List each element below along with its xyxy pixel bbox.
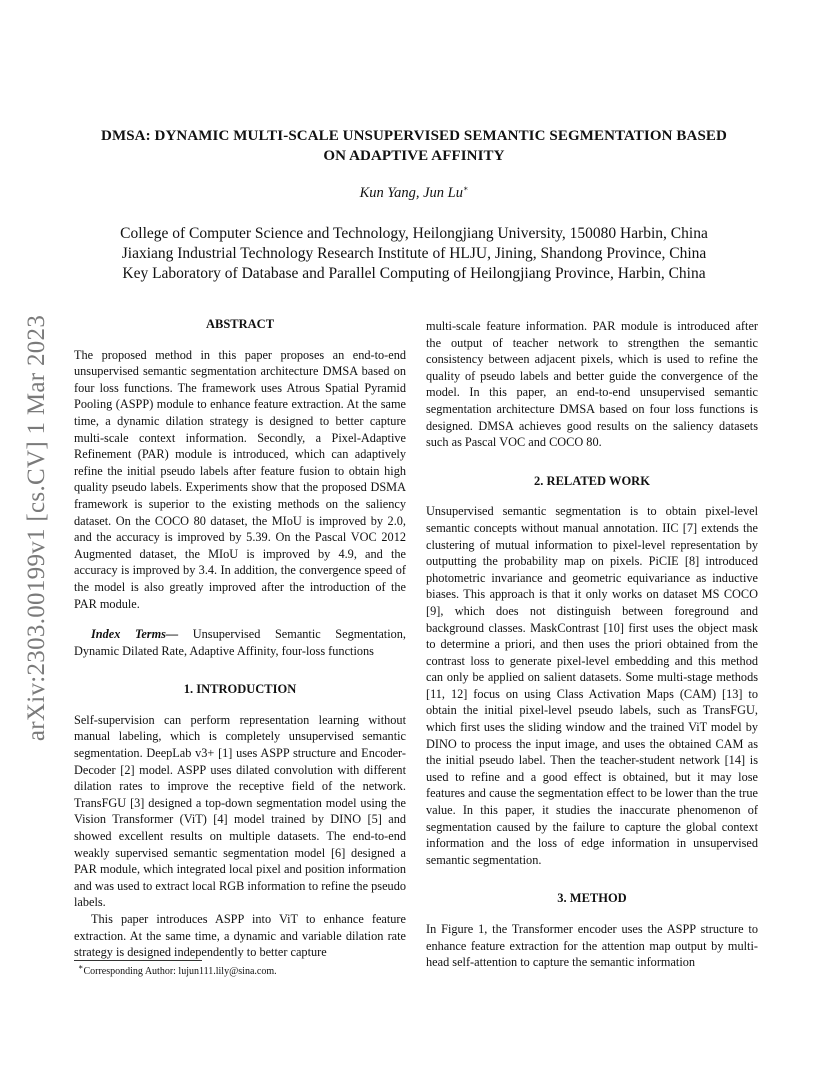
- footnote-mark: ∗: [78, 962, 84, 972]
- method-text: In Figure 1, the Transformer encoder uses the ASPP structure to enhance feature extraction for the attention map output by multi-head self-attention to capture the semantic information: [426, 922, 758, 970]
- authors: [70, 185, 758, 202]
- arxiv-sidebar-stamp: [22, 292, 52, 764]
- footnote-rule: [74, 960, 202, 961]
- author-footnote-mark: ∗: [462, 184, 469, 194]
- author-names: Kun Yang, Jun Lu: [359, 185, 463, 201]
- index-terms-text: Unsupervised Semantic Segmentation, Dynamic Dilated Rate, Adaptive Affinity, four-loss functions: [74, 627, 406, 658]
- paper-title: [70, 126, 758, 166]
- index-terms: [74, 626, 406, 659]
- footnote: [78, 962, 277, 977]
- footnote-text: Corresponding Author: lujun111.lily@sina.com.: [83, 966, 277, 977]
- title-line-1: DMSA: DYNAMIC MULTI-SCALE UNSUPERVISED SEMANTIC SEGMENTATION BASED: [101, 128, 727, 144]
- affiliation-2: Jiaxiang Industrial Technology Research Institute of HLJU, Jining, Shandong Province, China: [121, 245, 707, 262]
- affiliation-3: Key Laboratory of Database and Parallel Computing of Heilongjiang Province, Harbin, China: [122, 265, 706, 282]
- method-heading: 3. METHOD: [557, 891, 627, 906]
- arxiv-id: arXiv:2303.00199v1 [cs.CV] 1 Mar 2023: [23, 314, 50, 742]
- right-column: [426, 318, 758, 971]
- left-column: [74, 316, 406, 961]
- intro-paragraph-1: Self-supervision can perform representation learning without manual labeling, which is completely unsupervised semantic segmentation. DeepLab v3+ [1] uses ASPP structure and Encoder-Decoder [2] model. ASPP uses dilated convolution with different dilation rates to improve the receptive field of the network. TransFGU [3] designed a top-down segmentation model using the Vision Transformer (ViT) [4] model trained by DINO [5] and showed excellent results on multiple datasets. The end-to-end weakly supervised semantic segmentation model [6] designed a PAR module, which integrated local pixel and position information and was used to extract local RGB information to refine the pseudo labels.: [74, 712, 406, 910]
- title-line-2: ON ADAPTIVE AFFINITY: [323, 148, 505, 164]
- intro-paragraph-2-continued: multi-scale feature information. PAR module is introduced after the output of teacher network to strengthen the semantic consistency between adjacent pixels, which is used to refine the quality of pseudo labels and better guide the convergence of the model. In this paper, an end-to-end unsupervised semantic segmentation architecture DMSA based on four loss functions is designed. DMSA achieves good results on the saliency datasets such as Pascal VOC and COCO 80.: [426, 319, 758, 450]
- index-terms-label: Index Terms—: [91, 627, 179, 642]
- abstract-heading: ABSTRACT: [205, 317, 275, 331]
- affiliations: [70, 224, 758, 284]
- affiliation-1: College of Computer Science and Technology, Heilongjiang University, 150080 Harbin, China: [120, 225, 708, 242]
- intro-paragraph-2: This paper introduces ASPP into ViT to enhance feature extraction. At the same time, a dynamic and variable dilation rate strategy is designed independently to better capture: [74, 912, 406, 960]
- related-work-heading: 2. RELATED WORK: [534, 473, 650, 488]
- intro-heading: 1. INTRODUCTION: [183, 682, 297, 697]
- related-work-text: Unsupervised semantic segmentation is to obtain pixel-level semantic concepts without manual annotation. IIC [7] extends the clustering of mutual information to pixel-level representation by outputting the probability map on pixels. PiCIE [8] introduced photometric invariance and geometric equivariance as inductive biases. This approach is that it only works on dataset MS COCO [9], which does not distinguish between foreground and background classes. MaskContrast [10] first uses the object mask to determine a priori, and then uses the priori obtained from the contrast loss to generate pixel-level embedding and this method can only be applied on salient datasets. Some multi-stage methods [11, 12] focus on using Class Activation Maps (CAM) [13] to obtain the initial pixel-level pseudo labels, such as TransFGU, which first uses the sliding window and the trained ViT model by DINO to process the input image, and uses the obtained CAM as the initial pseudo label. Then the teacher-student network [14] is used to refine and a good effect is obtained, but it may lose features and cause the segmentation effect to be lower than the true value. In this paper, it studies the inaccurate phenomenon of segmentation caused by the failure to capture the global context information and the loss of edge information in unsupervised semantic segmentation.: [426, 504, 758, 867]
- abstract-text: The proposed method in this paper proposes an end-to-end unsupervised semantic segmentation architecture DMSA based on four loss functions. The framework uses Atrous Spatial Pyramid Pooling (ASPP) module to enhance feature extraction. At the same time, a dynamic dilation strategy is designed to better capture multi-scale context information. Secondly, a Pixel-Adaptive Refinement (PAR) module is introduced, which can adaptively refine the initial pseudo labels after feature fusion to obtain high quality pseudo labels. Experiments show that the proposed DSMA framework is superior to the existing methods on the saliency dataset. On the COCO 80 dataset, the MIoU is improved by 2.0, and the accuracy is improved by 5.39. On the Pascal VOC 2012 Augmented dataset, the MIoU is improved by 4.9, and the accuracy is improved by 3.4. In addition, the convergence speed of the model is also greatly improved after the introduction of the PAR module.: [74, 347, 406, 611]
